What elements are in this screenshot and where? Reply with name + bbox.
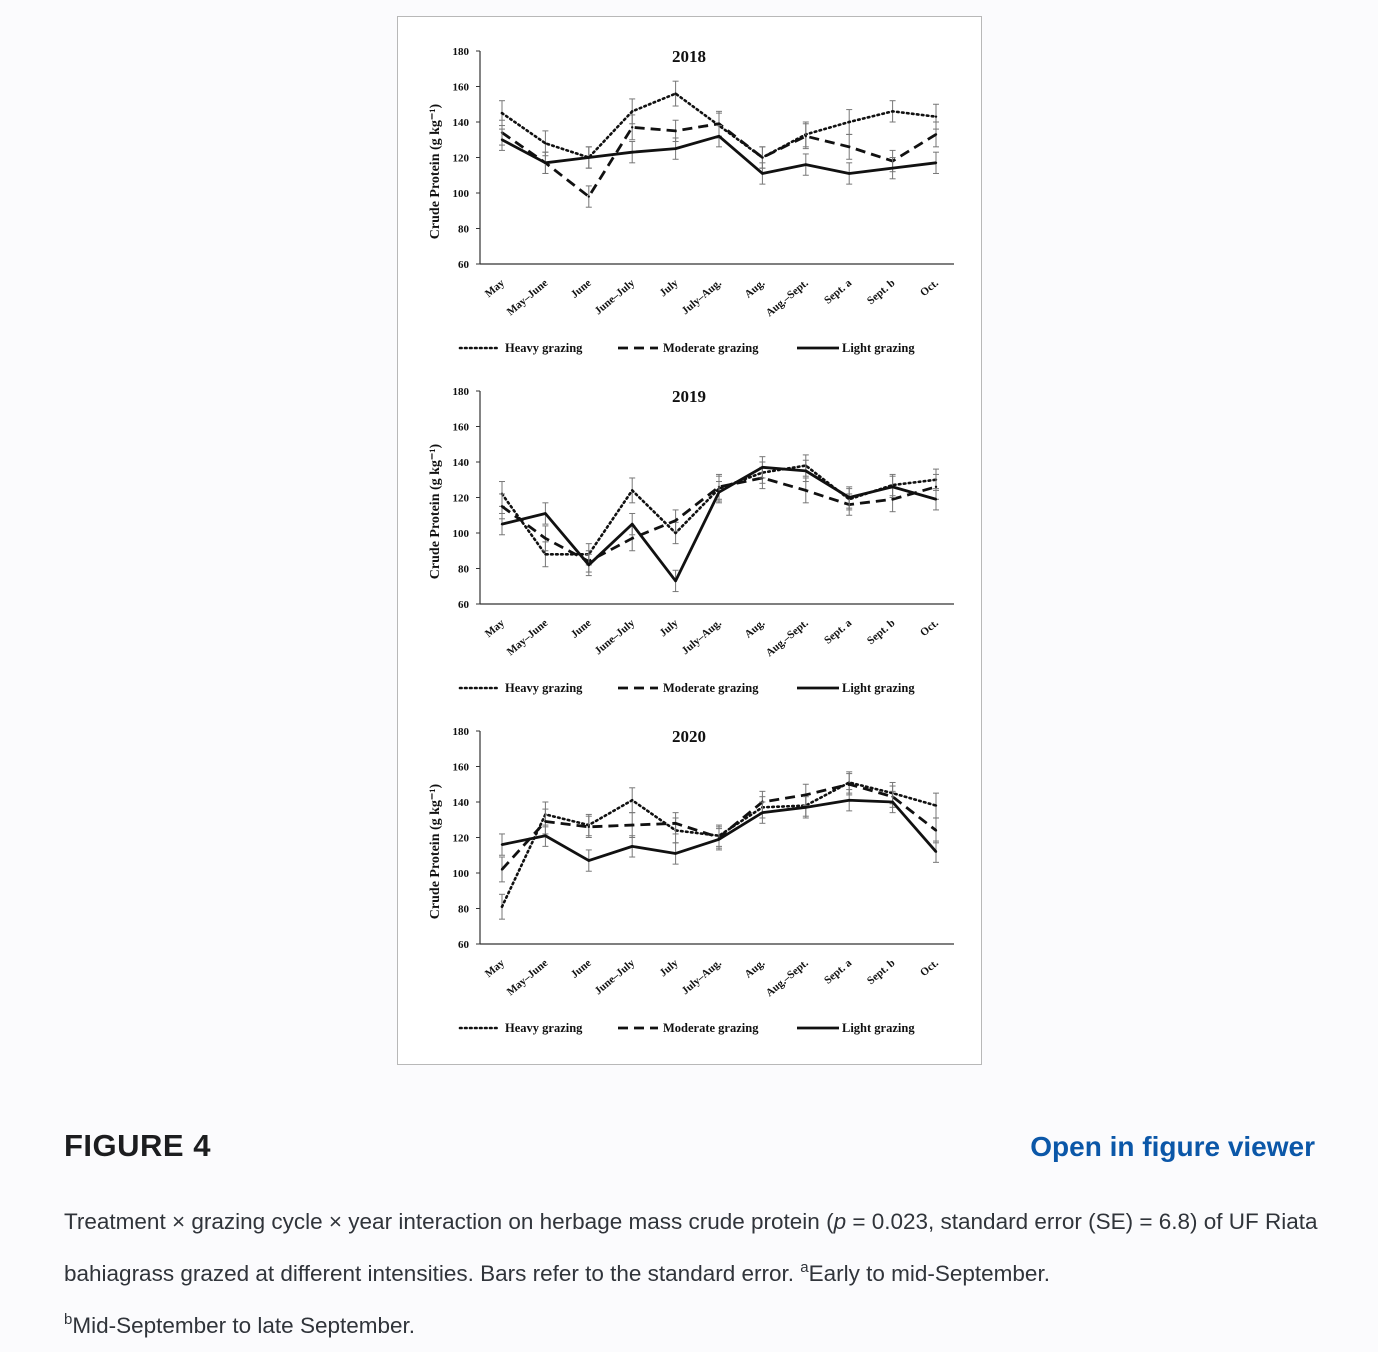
p-symbol: p	[833, 1209, 847, 1234]
legend-label: Light grazing	[842, 681, 915, 695]
legend-label: Moderate grazing	[663, 1021, 759, 1035]
data-point	[891, 110, 893, 112]
x-tick-label: Sept. a	[822, 617, 855, 647]
data-point	[935, 804, 937, 806]
data-point	[674, 147, 676, 149]
chart-title: 2019	[672, 387, 706, 406]
footnote-a-marker: a	[800, 1259, 809, 1276]
x-tick-label: July	[657, 957, 681, 980]
y-tick-label: 80	[458, 903, 469, 916]
x-tick-label: May–June	[504, 277, 551, 319]
x-tick-label: Aug.–Sept.	[763, 617, 811, 660]
x-tick-label: Aug.	[742, 277, 768, 301]
data-point	[848, 146, 850, 148]
x-tick-label: June	[568, 277, 594, 301]
data-point	[501, 505, 503, 507]
x-tick-label: Oct.	[918, 277, 941, 300]
data-point	[718, 838, 720, 840]
data-point	[544, 512, 546, 514]
data-point	[588, 859, 590, 861]
y-tick-label: 100	[452, 868, 469, 880]
data-point	[935, 829, 937, 831]
data-point	[805, 794, 807, 796]
y-axis-label: Crude Protein (g kg⁻¹)	[428, 443, 443, 580]
y-tick-label: 80	[458, 223, 469, 236]
data-point	[805, 470, 807, 472]
chart-2018	[428, 46, 954, 355]
data-point	[848, 799, 850, 801]
data-point	[718, 491, 720, 493]
data-point	[935, 498, 937, 500]
data-point	[935, 115, 937, 117]
x-tick-label: May	[482, 957, 507, 981]
x-tick-label: Aug.	[742, 957, 768, 981]
data-point	[588, 826, 590, 828]
data-point	[544, 537, 546, 539]
data-point	[805, 806, 807, 808]
data-point	[501, 112, 503, 114]
legend-label: Heavy grazing	[505, 341, 583, 355]
data-point	[718, 135, 720, 137]
legend-label: Light grazing	[842, 341, 915, 355]
data-point	[761, 466, 763, 468]
data-point	[718, 123, 720, 125]
data-point	[544, 820, 546, 822]
data-point	[631, 523, 633, 525]
y-tick-label: 140	[452, 457, 469, 469]
x-tick-label: Aug.–Sept.	[763, 277, 811, 320]
data-point	[588, 156, 590, 158]
data-point	[588, 564, 590, 566]
data-point	[631, 126, 633, 128]
data-point	[891, 167, 893, 169]
data-point	[761, 156, 763, 158]
x-tick-label: Sept. a	[822, 957, 855, 987]
x-tick-label: June	[568, 617, 594, 641]
figure-label: FIGURE 4	[64, 1128, 211, 1163]
chart-2019	[428, 386, 954, 695]
y-tick-label: 100	[452, 188, 469, 200]
data-point	[935, 851, 937, 853]
data-point	[544, 835, 546, 837]
chart-title: 2018	[672, 47, 706, 66]
data-point	[848, 783, 850, 785]
y-tick-label: 120	[452, 832, 469, 845]
x-tick-label: May	[482, 617, 507, 641]
data-point	[631, 151, 633, 153]
x-tick-label: Sept. a	[822, 277, 855, 307]
x-tick-label: Sept. b	[864, 617, 898, 648]
data-point	[544, 162, 546, 164]
data-point	[891, 498, 893, 500]
x-tick-label: July	[657, 617, 681, 640]
legend-label: Heavy grazing	[505, 1021, 583, 1035]
x-tick-label: May	[482, 277, 507, 301]
data-point	[588, 195, 590, 197]
data-point	[501, 523, 503, 525]
y-tick-label: 80	[458, 563, 469, 576]
y-tick-label: 140	[452, 117, 469, 129]
x-tick-label: May–June	[504, 617, 551, 659]
data-point	[935, 133, 937, 135]
legend-label: Light grazing	[842, 1021, 915, 1035]
y-tick-label: 160	[452, 81, 469, 94]
data-point	[761, 172, 763, 174]
legend-label: Moderate grazing	[663, 341, 759, 355]
y-tick-label: 120	[452, 492, 469, 505]
data-point	[674, 130, 676, 132]
data-point	[544, 142, 546, 144]
y-axis-label: Crude Protein (g kg⁻¹)	[428, 783, 443, 920]
x-tick-label: June–July	[592, 277, 638, 318]
data-point	[631, 799, 633, 801]
legend-label: Heavy grazing	[505, 681, 583, 695]
data-point	[891, 801, 893, 803]
x-tick-label: June	[568, 957, 594, 981]
y-axis-label: Crude Protein (g kg⁻¹)	[428, 103, 443, 240]
x-tick-label: May–June	[504, 957, 551, 999]
data-point	[631, 845, 633, 847]
x-tick-label: Oct.	[918, 957, 941, 980]
x-tick-label: Oct.	[918, 617, 941, 640]
data-point	[674, 92, 676, 94]
data-point	[674, 519, 676, 521]
open-figure-viewer-link[interactable]: Open in figure viewer	[1030, 1131, 1315, 1162]
data-point	[501, 139, 503, 141]
y-tick-label: 60	[458, 259, 469, 271]
data-point	[848, 172, 850, 174]
y-tick-label: 160	[452, 421, 469, 434]
chart-title: 2020	[672, 727, 706, 746]
figure-charts	[398, 17, 983, 1066]
data-point	[848, 121, 850, 123]
chart-2020	[428, 726, 954, 1035]
x-tick-label: Sept. b	[864, 277, 898, 308]
data-point	[674, 822, 676, 824]
data-point	[631, 824, 633, 826]
y-tick-label: 180	[452, 386, 469, 398]
data-point	[935, 486, 937, 488]
data-point	[501, 906, 503, 908]
y-tick-label: 140	[452, 797, 469, 809]
x-tick-label: June–July	[592, 957, 638, 998]
x-tick-label: Sept. b	[864, 957, 898, 988]
y-tick-label: 160	[452, 761, 469, 774]
data-point	[674, 852, 676, 854]
footnote-a: Early to mid-September.	[808, 1261, 1050, 1286]
figure-image	[397, 16, 982, 1065]
figure-caption: Treatment × grazing cycle × year interaction on herbage mass crude protein (p = 0.023, standard error (SE) = 6.8) of UF Riata bahiagrass grazed at different intensities. Bars refer to the standard error. $^a$Early to mid-September. $^b$Mid-September to late September.	[64, 1209, 1318, 1338]
data-point	[544, 553, 546, 555]
x-tick-label: Aug.	[742, 617, 768, 641]
x-tick-label: July–Aug.	[679, 277, 724, 318]
data-point	[501, 868, 503, 870]
y-tick-label: 120	[452, 152, 469, 165]
legend-label: Moderate grazing	[663, 681, 759, 695]
x-tick-label: June–July	[592, 617, 638, 658]
data-point	[935, 162, 937, 164]
data-point	[501, 843, 503, 845]
data-point	[848, 496, 850, 498]
data-point	[631, 537, 633, 539]
y-tick-label: 180	[452, 46, 469, 58]
footnote-b: Mid-September to late September.	[72, 1313, 416, 1338]
data-point	[805, 163, 807, 165]
data-point	[805, 489, 807, 491]
data-point	[674, 580, 676, 582]
y-tick-label: 180	[452, 726, 469, 738]
data-point	[805, 135, 807, 137]
data-point	[891, 486, 893, 488]
data-point	[674, 532, 676, 534]
data-point	[761, 811, 763, 813]
x-tick-label: July	[657, 277, 681, 300]
data-point	[631, 110, 633, 112]
y-tick-label: 60	[458, 939, 469, 951]
y-tick-label: 60	[458, 599, 469, 611]
footnote-b-marker: b	[64, 1311, 73, 1328]
x-tick-label: July–Aug.	[679, 957, 724, 998]
y-tick-label: 100	[452, 528, 469, 540]
x-tick-label: Aug.–Sept.	[763, 957, 811, 1000]
x-tick-label: July–Aug.	[679, 617, 724, 658]
data-point	[631, 489, 633, 491]
